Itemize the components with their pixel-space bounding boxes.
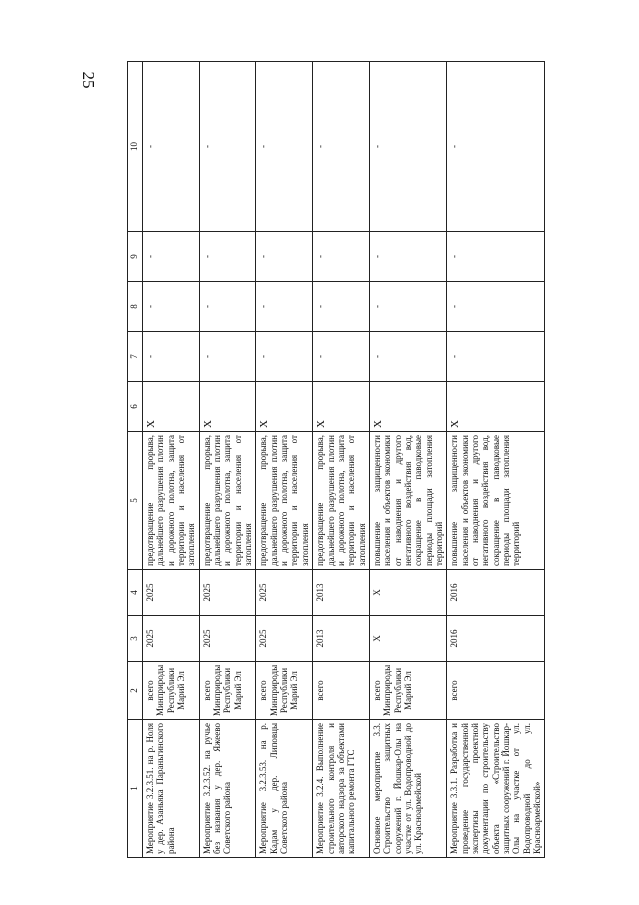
executor: всего Минприроды Республики Марий Эл: [143, 662, 200, 720]
cell-mark: Х: [143, 382, 200, 432]
executor: всего Минприроды Республики Марий Эл: [369, 662, 446, 720]
cell-value: -: [369, 282, 446, 332]
cell-value: -: [369, 62, 446, 232]
end-year: 2013: [313, 570, 370, 616]
measure-name: Мероприятие 3.3.1. Разработка и проведение государственной экспертизы проектной документации по строительству объекта «Строительство защитных сооружений г. Йошкар-Олы на участке от ул. Водопроводной до ул. Красноармейской»: [447, 720, 545, 858]
start-year: 2016: [447, 616, 545, 662]
column-header: 4: [128, 570, 143, 616]
cell-value: -: [143, 232, 200, 282]
start-year: 2025: [256, 616, 313, 662]
cell-mark: Х: [313, 382, 370, 432]
cell-value: -: [313, 282, 370, 332]
cell-value: -: [199, 62, 256, 232]
table-row: [199, 62, 256, 858]
cell-value: -: [256, 232, 313, 282]
cell-value: -: [369, 232, 446, 282]
expected-result: предотвращение прорыва, дальнейшего разрушения плотин и дорожного полотна, защита территории и населения от затопления: [313, 432, 370, 570]
table-row: [256, 62, 313, 858]
cell-mark: Х: [199, 382, 256, 432]
column-header: 3: [128, 616, 143, 662]
table-row: [447, 62, 545, 858]
end-year: 2016: [447, 570, 545, 616]
cell-value: -: [256, 332, 313, 382]
expected-result: предотвращение прорыва, дальнейшего разрушения плотин и дорожного полотна, защита территории и населения от затопления: [256, 432, 313, 570]
table-row: [313, 62, 370, 858]
executor: всего Минприроды Республики Марий Эл: [199, 662, 256, 720]
cell-value: -: [447, 332, 545, 382]
column-header: 1: [128, 720, 143, 858]
end-year: 2025: [143, 570, 200, 616]
program-measures-table: [127, 61, 545, 858]
start-year: 2013: [313, 616, 370, 662]
end-year: 2025: [199, 570, 256, 616]
cell-value: -: [313, 232, 370, 282]
cell-mark: Х: [369, 382, 446, 432]
cell-value: -: [143, 282, 200, 332]
cell-value: -: [256, 62, 313, 232]
column-header: 9: [128, 232, 143, 282]
cell-value: -: [447, 282, 545, 332]
cell-mark: Х: [256, 382, 313, 432]
column-header: 5: [128, 432, 143, 570]
measure-name: Мероприятие 3.2.3.52. на ручье без названия у дер. Яжеево Советского района: [199, 720, 256, 858]
end-year: 2025: [256, 570, 313, 616]
cell-value: -: [256, 282, 313, 332]
measure-name: Основное мероприятие 3.3. Строительство защитных сооружений г. Йошкар-Олы на участке от ул. Водопроводной до ул. Красноармейской: [369, 720, 446, 858]
executor: всего: [447, 662, 545, 720]
executor: всего: [313, 662, 370, 720]
table-row: [143, 62, 200, 858]
expected-result: повышение защищенности населения и объектов экономики от наводнения и другого негативного воздействия вод, сокращение в паводковые периоды площади затопления территорий: [447, 432, 545, 570]
cell-value: -: [447, 62, 545, 232]
expected-result: повышение защищенности населения и объектов экономики от наводнения и другого негативного воздействия вод, сокращение в паводковые периоды площади затопления территорий: [369, 432, 446, 570]
table-row: [369, 62, 446, 858]
column-header: 8: [128, 282, 143, 332]
column-header: 7: [128, 332, 143, 382]
column-header: 10: [128, 62, 143, 232]
cell-value: -: [313, 332, 370, 382]
cell-value: -: [143, 332, 200, 382]
cell-value: -: [143, 62, 200, 232]
column-header: 6: [128, 382, 143, 432]
cell-value: -: [447, 232, 545, 282]
page-number: 25: [79, 71, 98, 89]
measure-name: Мероприятие 3.2.3.53. на р. Кадам у дер. Липовцы Советского района: [256, 720, 313, 858]
start-year: Х: [369, 616, 446, 662]
program-table-rotated: [127, 62, 547, 858]
cell-mark: Х: [447, 382, 545, 432]
expected-result: предотвращение прорыва, дальнейшего разрушения плотин и дорожного полотна, защита территории и населения от затопления: [199, 432, 256, 570]
start-year: 2025: [199, 616, 256, 662]
column-number-row: [128, 62, 143, 858]
cell-value: -: [199, 282, 256, 332]
cell-value: -: [313, 62, 370, 232]
cell-value: -: [199, 232, 256, 282]
executor: всего Минприроды Республики Марий Эл: [256, 662, 313, 720]
expected-result: предотвращение прорыва, дальнейшего разрушения плотин и дорожного полотна, защита территории и населения от затопления: [143, 432, 200, 570]
cell-value: -: [369, 332, 446, 382]
measure-name: Мероприятие 3.2.3.51. на р. Ноля у дер. Азаньяка Параньгинского района: [143, 720, 200, 858]
column-header: 2: [128, 662, 143, 720]
end-year: Х: [369, 570, 446, 616]
cell-value: -: [199, 332, 256, 382]
start-year: 2025: [143, 616, 200, 662]
measure-name: Мероприятие 3.2.4. Выполнение строительного контроля и авторского надзора за объектами капитального ремонта ГТС: [313, 720, 370, 858]
